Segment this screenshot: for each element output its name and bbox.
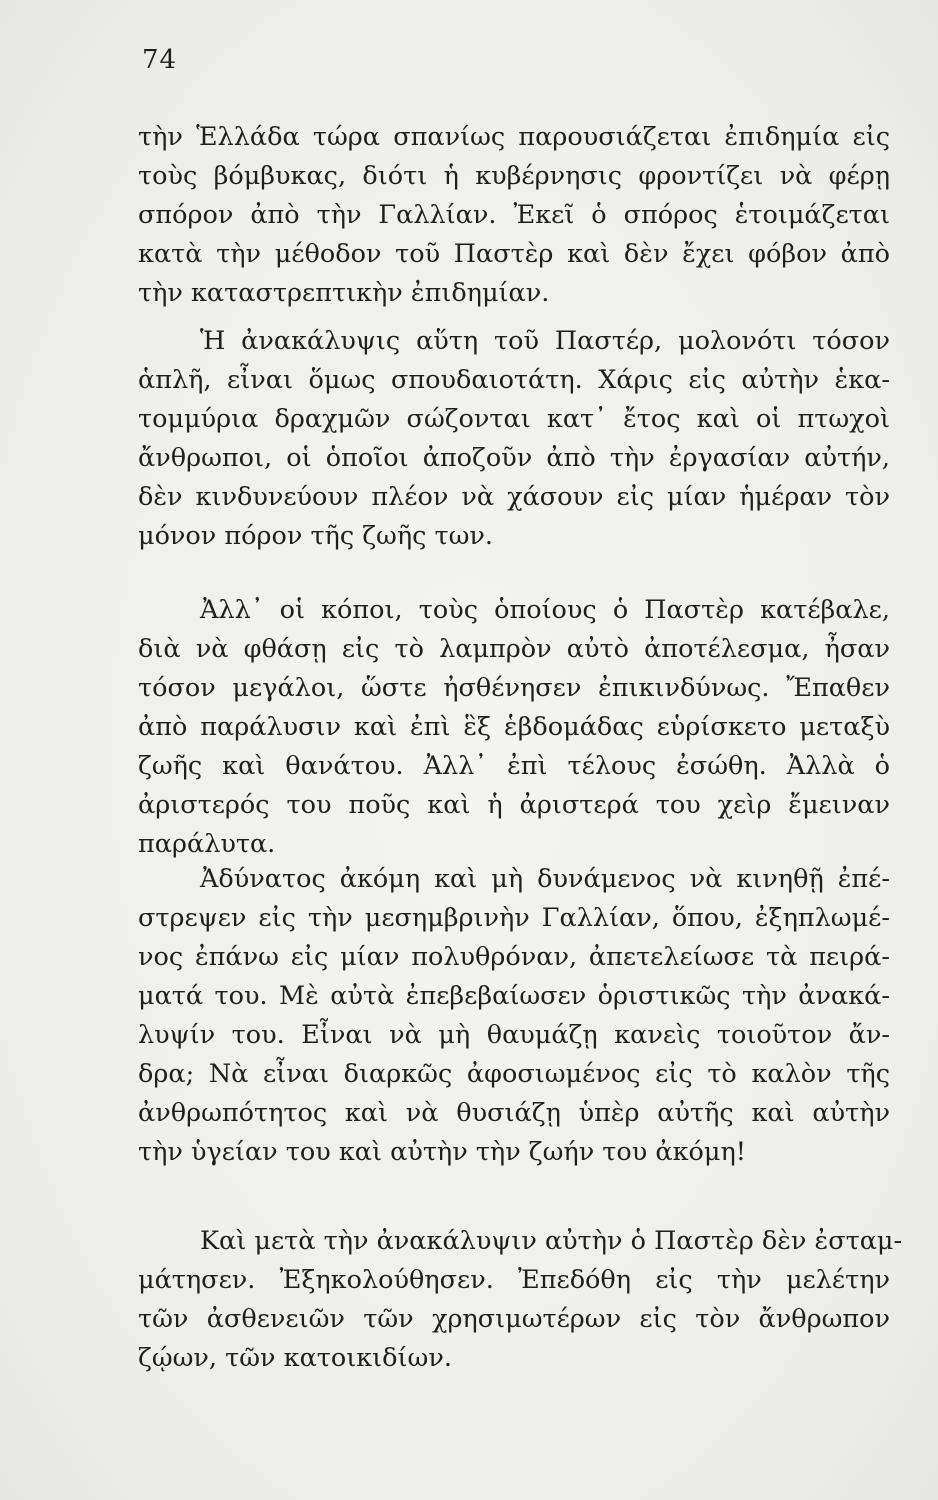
text-line: τὴν καταστρεπτικὴν ἐπιδημίαν. <box>138 278 550 308</box>
text-line: νος ἐπάνω εἰς μίαν πολυθρόναν, ἀπετελείωσε τὰ πειρά- <box>138 942 890 972</box>
text-line: τόσον μεγάλοι, ὥστε ἠσθένησεν ἐπικινδύνως. Ἔπαθεν <box>138 673 890 703</box>
text-line: Ἀλλ᾽ οἱ κόποι, τοὺς ὁποίους ὁ Παστὲρ κατέβαλε, <box>200 595 890 625</box>
text-line: τὴν ὑγείαν του καὶ αὐτὴν τὴν ζωήν του ἀκόμη! <box>138 1137 746 1167</box>
text-line: ἀριστερός του ποῦς καὶ ἡ ἀριστερά του χεὶρ ἔμειναν <box>138 790 890 820</box>
text-line: τοὺς βόμβυκας, διότι ἡ κυβέρνησις φροντίζει νὰ φέρῃ <box>138 161 890 191</box>
text-line: Ἀδύνατος ἀκόμη καὶ μὴ δυνάμενος νὰ κινηθῇ ἐπέ- <box>200 864 890 894</box>
text-line: δρα; Νὰ εἶναι διαρκῶς ἀφοσιωμένος εἰς τὸ καλὸν τῆς <box>138 1059 890 1089</box>
text-line: παράλυτα. <box>138 829 276 859</box>
page-number: 74 <box>142 45 178 75</box>
text-line: ζωῆς καὶ θανάτου. Ἀλλ᾽ ἐπὶ τέλους ἐσώθη. Ἀλλὰ ὁ <box>138 751 890 781</box>
text-line: μόνον πόρον τῆς ζωῆς των. <box>138 521 494 551</box>
text-line: ζῴων, τῶν κατοικιδίων. <box>138 1343 452 1373</box>
text-line: τομμύρια δραχμῶν σώζονται κατ᾽ ἔτος καὶ οἱ πτωχοὶ <box>138 404 890 434</box>
text-line: ἁπλῆ, εἶναι ὅμως σπουδαιοτάτη. Χάρις εἰς αὐτὴν ἑκα- <box>138 365 890 395</box>
text-line: σπόρον ἀπὸ τὴν Γαλλίαν. Ἐκεῖ ὁ σπόρος ἑτοιμάζεται <box>138 200 890 230</box>
text-line: Καὶ μετὰ τὴν ἀνακάλυψιν αὐτὴν ὁ Παστὲρ δὲν ἐσταμ- <box>200 1226 903 1256</box>
text-line: λυψίν του. Εἶναι νὰ μὴ θαυμάζῃ κανεὶς τοιοῦτον ἄν- <box>138 1020 890 1050</box>
text-line: ἀπὸ παράλυσιν καὶ ἐπὶ ἓξ ἑβδομάδας εὑρίσκετο μεταξὺ <box>138 712 890 742</box>
text-line: στρεψεν εἰς τὴν μεσημβρινὴν Γαλλίαν, ὅπου, ἐξηπλωμέ- <box>138 903 890 933</box>
text-line: διὰ νὰ φθάσῃ εἰς τὸ λαμπρὸν αὐτὸ ἀποτέλεσμα, ἦσαν <box>138 634 890 664</box>
text-line: ἀνθρωπότητος καὶ νὰ θυσιάζῃ ὑπὲρ αὐτῆς καὶ αὐτὴν <box>138 1098 890 1128</box>
text-line: δὲν κινδυνεύουν πλέον νὰ χάσουν εἰς μίαν ἡμέραν τὸν <box>138 482 890 512</box>
paragraph <box>138 860 890 1172</box>
text-line: κατὰ τὴν μέθοδον τοῦ Παστὲρ καὶ δὲν ἔχει φόβον ἀπὸ <box>138 239 890 269</box>
text-line: Ἡ ἀνακάλυψις αὕτη τοῦ Παστέρ, μολονότι τόσον <box>200 326 890 356</box>
text-line: μάτησεν. Ἐξηκολούθησεν. Ἐπεδόθη εἰς τὴν μελέτην <box>138 1265 890 1295</box>
text-line: τῶν ἀσθενειῶν τῶν χρησιμωτέρων εἰς τὸν ἄνθρωπον <box>138 1304 890 1334</box>
paragraph <box>138 591 890 864</box>
paragraph <box>138 1222 903 1378</box>
text-line: ἄνθρωποι, οἱ ὁποῖοι ἀποζοῦν ἀπὸ τὴν ἐργασίαν αὐτήν, <box>138 443 890 473</box>
text-line: ματά του. Μὲ αὐτὰ ἐπεβεβαίωσεν ὁριστικῶς τὴν ἀνακά- <box>138 981 890 1011</box>
paragraph <box>138 322 890 556</box>
paragraph <box>138 118 890 313</box>
text-line: τὴν Ἑλλάδα τώρα σπανίως παρουσιάζεται ἐπιδημία εἰς <box>138 122 890 152</box>
